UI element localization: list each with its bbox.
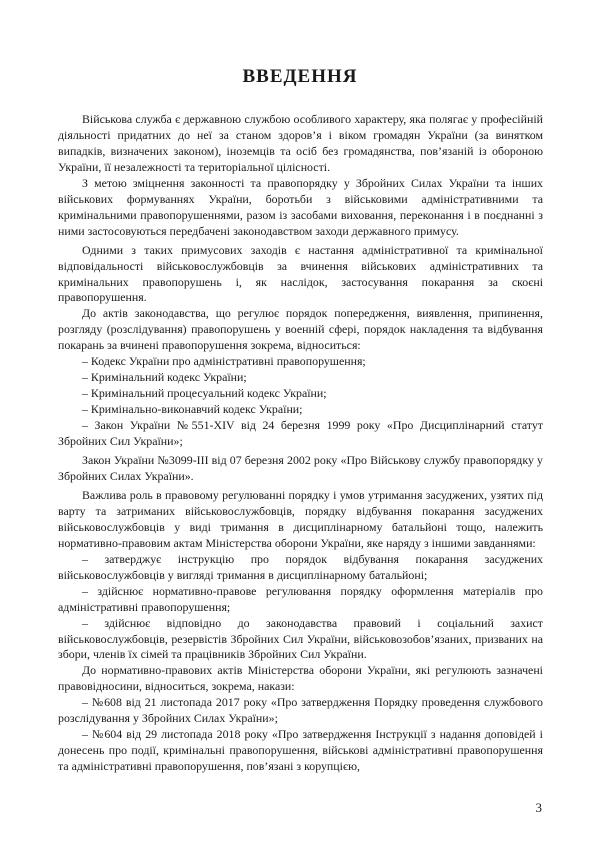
page-title: ВВЕДЕННЯ — [242, 66, 358, 87]
list-item: – №604 від 29 листопада 2018 року «Про затвердження Інструкції з надання доповідей і донесень про події, кримінальні правопорушення, військові адміністративні правопорушення та адміністративні правопорушення, пов’язані з корупцією, — [58, 727, 543, 774]
list-item: – Кримінальний процесуальний кодекс України; — [82, 386, 327, 401]
paragraph: Закон України №3099-III від 07 березня 2002 року «Про Військову службу правопорядку у Збройних Силах України». — [58, 453, 543, 483]
body-text — [58, 112, 543, 775]
list-item: – затверджує інструкцію про порядок відбування покарання засуджених військовослужбовців у вигляді тримання в дисциплінарному батальйоні; — [58, 551, 543, 582]
list-item: – Кримінальний кодекс України; — [82, 370, 247, 385]
list-item: – Кодекс України про адміністративні правопорушення; — [82, 354, 366, 369]
list-item: – №608 від 21 листопада 2017 року «Про затвердження Порядку проведення службового розслідування у Збройних Силах України»; — [58, 695, 543, 726]
list-item: – Закон України №551-XIV від 24 березня 1999 року «Про Дисциплінарний статут Збройних Сил України»; — [58, 418, 543, 449]
paragraph: Важлива роль в правовому регулюванні порядку і умов утримання засуджених, узятих під варту та затриманих військовослужбовців, порядку відбування покарання засуджених військовослужбовців у виді тримання в дисциплінарному батальйоні тощо, належить нормативно-правовим актам Міністерства оборони України, яке наряду з іншими завданнями: — [58, 487, 543, 550]
paragraph: З метою зміцнення законності та правопорядку у Збройних Силах України та інших військових формуваннях України, боротьби з військовими адміністративними та кримінальними правопорушеннями, разом із засобами виховання, переконання і в поєднанні з ними застосовуються передбачені законодавством заходи державного примусу. — [58, 175, 543, 238]
list-item: – здійснює нормативно-правове регулювання порядку оформлення матеріалів про адміністративні правопорушення; — [58, 583, 543, 614]
page-number: 3 — [535, 800, 542, 815]
paragraph: Військова служба є державною службою особливого характеру, яка полягає у професійній діяльності придатних до неї за станом здоров’я і віком громадян України (за винятком випадків, визначених законом), іноземців та осіб без громадянства, пов’язаній із обороною України, її незалежності та територіальної цілісності. — [58, 112, 543, 174]
paragraph: Одними з таких примусових заходів є настання адміністративної та кримінальної відповідальності військовослужбовців за вчинення військових адміністративних та кримінальних правопорушень і, як наслідок, застосування покарання за скоєні правопорушення. — [58, 242, 543, 305]
list-item: – здійснює відповідно до законодавства правовий і соціальний захист військовослужбовців, резервістів Збройних Сил України, військовозобов’язаних, призваних на збори, членів їх сімей та працівників Збройних Сил України. — [58, 615, 543, 662]
list-item: – Кримінально-виконавчий кодекс України; — [82, 402, 303, 417]
paragraph: До актів законодавства, що регулює порядок попередження, виявлення, припинення, розгляду (розслідування) правопорушень у военній сфері, порядок накладення та відбування покарань за вчинені правопорушення зокрема, відноситься: — [58, 306, 543, 353]
paragraph: До нормативно-правових актів Міністерства оборони України, які регулюють зазначені правовідносини, відноситься, зокрема, накази: — [58, 663, 543, 694]
